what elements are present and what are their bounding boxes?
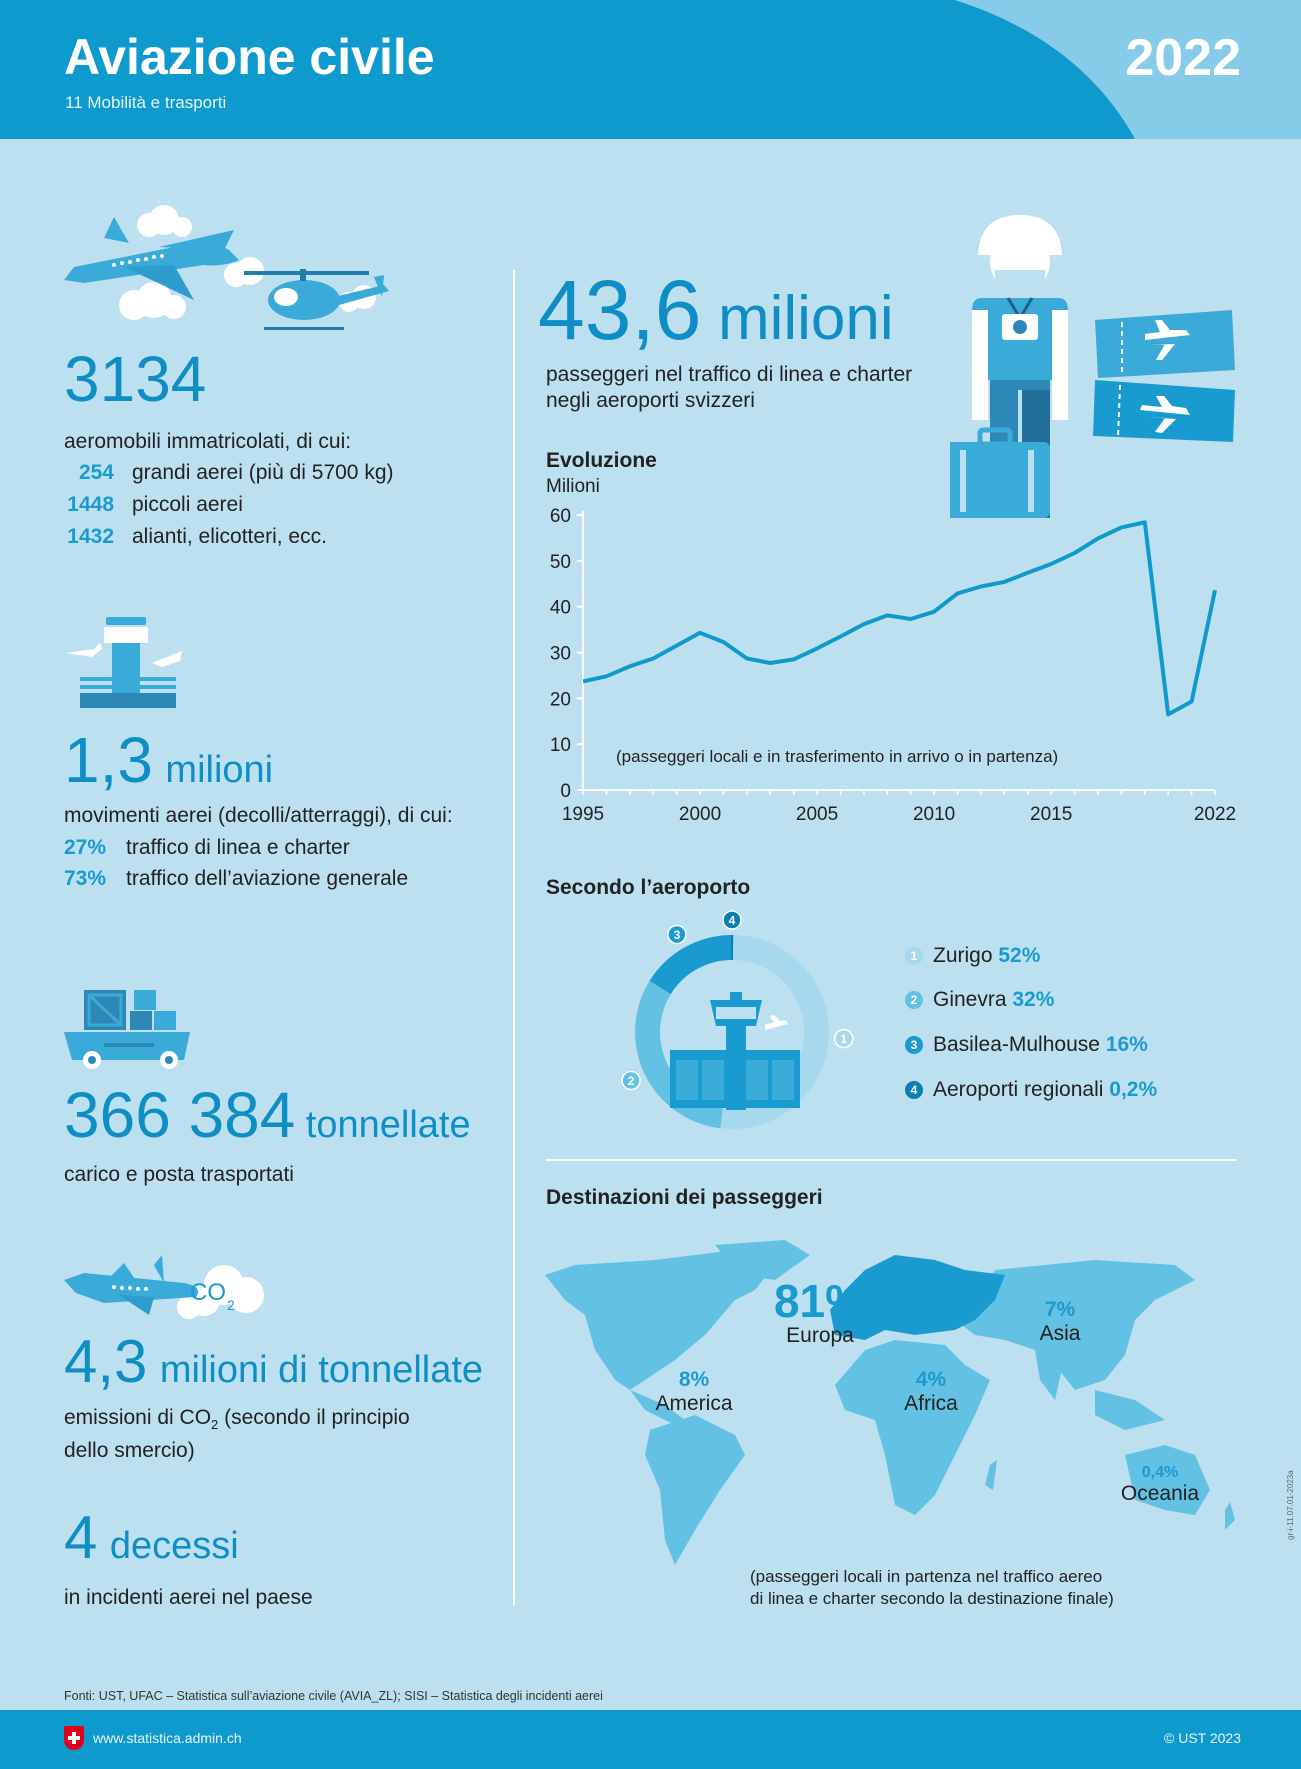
legend-number: 4 bbox=[905, 1081, 923, 1099]
sources-note: Fonti: UST, UFAC – Statistica sull’aviazione civile (AVIA_ZL); SISI – Statistica degli incidenti aerei bbox=[64, 1689, 603, 1703]
map-label-america bbox=[649, 1368, 739, 1416]
passenger-line-chart bbox=[540, 500, 1250, 830]
donut-badge-number: 3 bbox=[673, 927, 681, 942]
map-pct: 7% bbox=[1044, 1298, 1076, 1321]
chart-x-tick-label: 2010 bbox=[912, 804, 956, 825]
chart-x-tick-label: 2022 bbox=[1193, 804, 1237, 825]
legend-name: Aeroporti regionali bbox=[933, 1078, 1104, 1101]
cargo-unit: tonnellate bbox=[305, 1104, 471, 1146]
fleet-description: aeromobili immatricolati, di cui: bbox=[64, 430, 352, 453]
map-region: Europa bbox=[786, 1324, 854, 1347]
map-new-zealand bbox=[1225, 1502, 1235, 1530]
passengers-line1: passeggeri nel traffico di linea e charter bbox=[546, 363, 913, 386]
legend-name: Basilea-Mulhouse bbox=[933, 1033, 1100, 1056]
passengers-description bbox=[546, 362, 912, 414]
map-region: Africa bbox=[904, 1392, 958, 1415]
passengers-value-line bbox=[538, 263, 894, 357]
cargo-truck-icon bbox=[64, 985, 194, 1070]
co2-icon-label: CO bbox=[190, 1279, 226, 1306]
airplane-helicopter-icon bbox=[64, 205, 404, 335]
map-pct: 8% bbox=[678, 1368, 710, 1391]
movements-row-scheduled bbox=[64, 836, 350, 860]
chart-y-tick-label: 40 bbox=[549, 597, 571, 619]
fleet-label: alianti, elicotteri, ecc. bbox=[132, 525, 327, 548]
destinations-title: Destinazioni dei passeggeri bbox=[546, 1186, 823, 1209]
deaths-value-line bbox=[64, 1504, 239, 1571]
fleet-value: 1432 bbox=[67, 525, 114, 548]
fleet-label: piccoli aerei bbox=[132, 493, 243, 516]
map-label-oceania bbox=[1115, 1464, 1205, 1506]
map-pct: 0,4% bbox=[1141, 1464, 1179, 1481]
map-label-europe bbox=[770, 1275, 870, 1348]
chart-y-tick-label: 60 bbox=[549, 506, 571, 527]
map-region: Oceania bbox=[1120, 1482, 1200, 1505]
map-southeast-asia bbox=[1095, 1390, 1165, 1430]
page-title: Aviazione civile bbox=[64, 29, 435, 85]
website-link[interactable]: www.statistica.admin.ch bbox=[93, 1730, 242, 1746]
movements-value-line bbox=[64, 724, 274, 796]
airport-legend-zurich bbox=[905, 944, 1040, 968]
destinations-note-line1: (passeggeri locali in partenza nel traffico aereo bbox=[750, 1567, 1103, 1586]
fleet-label: grandi aerei (più di 5700 kg) bbox=[132, 461, 394, 484]
chart-y-tick-label: 10 bbox=[549, 735, 571, 757]
chart-series-line bbox=[583, 522, 1215, 714]
airport-legend-basel bbox=[905, 1033, 1148, 1057]
movements-value: 1,3 bbox=[64, 724, 153, 796]
co2-description-post: (secondo il principio bbox=[218, 1406, 410, 1429]
donut-badge-number: 1 bbox=[840, 1032, 848, 1047]
deaths-description: in incidenti aerei nel paese bbox=[64, 1586, 313, 1609]
fleet-row-small bbox=[64, 493, 243, 517]
fleet-value: 254 bbox=[78, 461, 114, 484]
map-region: Asia bbox=[1039, 1322, 1081, 1345]
map-pct: 4% bbox=[915, 1368, 947, 1391]
movements-pct: 27% bbox=[64, 836, 107, 859]
airports-donut-chart bbox=[600, 910, 870, 1140]
movements-label: traffico di linea e charter bbox=[126, 836, 350, 859]
chart-x-tick-label: 2000 bbox=[678, 804, 722, 825]
legend-number: 1 bbox=[905, 947, 923, 965]
legend-pct: 52% bbox=[998, 944, 1041, 967]
chart-y-tick-label: 20 bbox=[549, 689, 571, 711]
movements-description: movimenti aerei (decolli/atterraggi), di cui: bbox=[64, 804, 453, 827]
chart-title: Evoluzione bbox=[546, 449, 657, 472]
co2-value-line bbox=[64, 1328, 484, 1395]
co2-description-pre: emissioni di CO bbox=[64, 1406, 212, 1429]
world-map bbox=[535, 1240, 1245, 1570]
passengers-line2: negli aeroporti svizzeri bbox=[546, 389, 755, 412]
airport-legend-geneva bbox=[905, 988, 1054, 1012]
donut-badge-number: 4 bbox=[728, 913, 736, 928]
legend-name: Ginevra bbox=[933, 988, 1007, 1011]
fleet-value: 1448 bbox=[67, 493, 114, 516]
movements-row-general bbox=[64, 867, 408, 891]
chart-x-tick-label: 1995 bbox=[561, 804, 605, 825]
column-divider bbox=[513, 270, 515, 1605]
header-banner bbox=[0, 0, 1301, 139]
cargo-value: 366 384 bbox=[64, 1079, 296, 1151]
co2-unit: milioni di tonnellate bbox=[159, 1349, 484, 1391]
passengers-value: 43,6 bbox=[538, 263, 702, 357]
airport-legend-regional bbox=[905, 1078, 1157, 1102]
legend-pct: 0,2% bbox=[1109, 1078, 1158, 1101]
chart-y-tick-label: 50 bbox=[549, 551, 571, 573]
co2-icon-sub: 2 bbox=[227, 1297, 235, 1313]
map-label-africa bbox=[891, 1368, 971, 1416]
map-label-asia bbox=[1020, 1298, 1100, 1346]
chart-annotation: (passeggeri locali e in trasferimento in arrivo o in partenza) bbox=[616, 747, 1059, 766]
chart-y-tick-label: 0 bbox=[560, 781, 571, 802]
map-pct: 81% bbox=[773, 1275, 867, 1327]
fleet-row-gliders bbox=[64, 525, 327, 549]
page-subtitle: 11 Mobilità e trasporti bbox=[65, 93, 227, 112]
donut-slice bbox=[731, 935, 733, 960]
passengers-unit: milioni bbox=[717, 284, 894, 353]
legend-number: 2 bbox=[905, 991, 923, 1009]
fleet-total: 3134 bbox=[64, 343, 207, 415]
cargo-description: carico e posta trasportati bbox=[64, 1163, 294, 1186]
map-africa bbox=[835, 1340, 990, 1515]
traveller-icon bbox=[950, 210, 1240, 520]
destinations-note bbox=[750, 1566, 1114, 1610]
document-code: gr-i-11.07.01-2023a bbox=[1286, 1470, 1295, 1540]
map-region: America bbox=[655, 1392, 733, 1415]
legend-pct: 16% bbox=[1105, 1033, 1148, 1056]
chart-ylabel: Milioni bbox=[546, 476, 600, 497]
chart-y-tick-label: 30 bbox=[549, 643, 571, 665]
deaths-value: 4 bbox=[64, 1504, 98, 1571]
legend-pct: 32% bbox=[1012, 988, 1055, 1011]
map-south-america bbox=[645, 1415, 745, 1565]
cargo-value-line bbox=[64, 1079, 471, 1151]
legend-number: 3 bbox=[905, 1036, 923, 1054]
deaths-unit: decessi bbox=[109, 1525, 239, 1567]
co2-description-sub: 2 bbox=[211, 1417, 219, 1433]
co2-value: 4,3 bbox=[64, 1328, 148, 1395]
swiss-flag-icon bbox=[64, 1726, 84, 1750]
airports-title: Secondo l’aeroporto bbox=[546, 876, 751, 899]
movements-pct: 73% bbox=[64, 867, 107, 890]
donut-badge-number: 2 bbox=[627, 1074, 635, 1089]
section-divider bbox=[546, 1159, 1236, 1161]
fleet-row-large bbox=[64, 461, 394, 485]
movements-label: traffico dell’aviazione generale bbox=[126, 867, 409, 890]
chart-x-tick-label: 2005 bbox=[795, 804, 839, 825]
co2-description bbox=[64, 1405, 410, 1464]
tower-illustration bbox=[670, 992, 800, 1110]
copyright: © UST 2023 bbox=[1164, 1730, 1241, 1746]
map-india bbox=[1035, 1350, 1065, 1400]
destinations-note-line2: di linea e charter secondo la destinazione finale) bbox=[750, 1589, 1114, 1608]
donut-slice bbox=[650, 935, 732, 994]
airplane-co2-icon bbox=[64, 1255, 274, 1330]
footer-bar bbox=[0, 1710, 1301, 1769]
co2-description-line2: dello smercio) bbox=[64, 1439, 195, 1463]
page-year: 2022 bbox=[1125, 29, 1241, 87]
legend-name: Zurigo bbox=[933, 944, 993, 967]
map-madagascar bbox=[985, 1460, 997, 1490]
movements-unit: milioni bbox=[165, 749, 274, 791]
control-tower-icon bbox=[64, 615, 194, 710]
chart-x-tick-label: 2015 bbox=[1030, 804, 1073, 825]
